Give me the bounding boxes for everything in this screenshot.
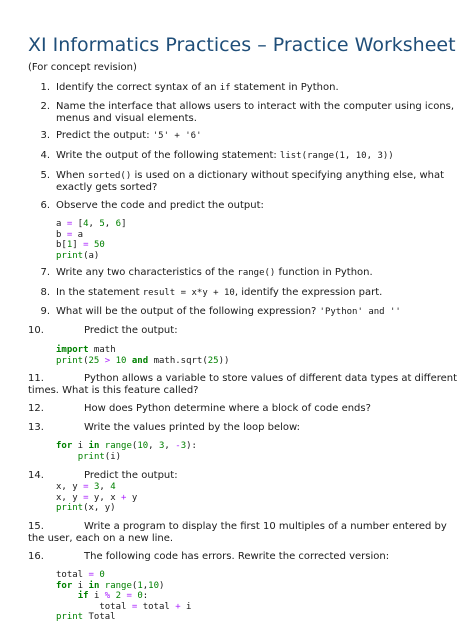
- question-text: When sorted() is used on a dictionary without specifying anything else, what exactly gets sorted?: [56, 170, 445, 193]
- question-text: Identify the correct syntax of an if statement in Python.: [56, 82, 339, 93]
- question-number: 2.: [40, 101, 50, 112]
- code-block-q16: total = 0 for i in range(1,10) if i % 2 = 0: total = total + i print Total: [56, 570, 192, 622]
- question-text: The following code has errors. Rewrite the corrected version:: [84, 551, 390, 562]
- question-number: 11.: [28, 373, 44, 384]
- question-number: 16.: [28, 551, 44, 562]
- question-number: 10.: [28, 325, 44, 336]
- question-number: 5.: [40, 170, 50, 181]
- question-number: 8.: [40, 287, 50, 298]
- question-text: Python allows a variable to store values of different data types at different times. What is this feature called?: [28, 373, 458, 396]
- question-text: Name the interface that allows users to interact with the computer using icons, menus and visual elements.: [56, 101, 455, 124]
- question-text: Predict the output:: [84, 470, 178, 481]
- question-text: Observe the code and predict the output:: [56, 200, 264, 211]
- question-text: Write the output of the following statement: list(range(1, 10, 3)): [56, 150, 394, 161]
- question-number: 4.: [40, 150, 50, 161]
- question-text: Predict the output: '5' + '6': [56, 130, 202, 141]
- question-text: In the statement result = x*y + 10, identify the expression part.: [56, 287, 383, 298]
- question-number: 13.: [28, 422, 44, 433]
- question-text: Write any two characteristics of the range() function in Python.: [56, 267, 373, 278]
- question-number: 3.: [40, 130, 50, 141]
- question-number: 6.: [40, 200, 50, 211]
- code-block-q13: for i in range(10, 3, -3): print(i): [56, 441, 197, 462]
- question-text: Write the values printed by the loop below:: [84, 422, 301, 433]
- question-number: 12.: [28, 403, 44, 414]
- question-text: Predict the output:: [84, 325, 178, 336]
- page-title: XI Informatics Practices – Practice Worksheet: [28, 34, 456, 56]
- question-number: 7.: [40, 267, 50, 278]
- question-text: How does Python determine where a block of code ends?: [84, 403, 371, 414]
- question-text: What will be the output of the following expression? 'Python' and '': [56, 306, 401, 317]
- question-number: 1.: [40, 82, 50, 93]
- question-number: 9.: [40, 306, 50, 317]
- page-subtitle: (For concept revision): [28, 62, 137, 73]
- question-text: Write a program to display the first 10 multiples of a number entered by the user, each on a new line.: [28, 521, 447, 544]
- code-block-q10: import math print(25 > 10 and math.sqrt(25)): [56, 345, 230, 366]
- code-block-q14: x, y = 3, 4 x, y = y, x + y print(x, y): [56, 482, 138, 513]
- question-number: 15.: [28, 521, 44, 532]
- code-block-q6: a = [4, 5, 6] b = a b[1] = 50 print(a): [56, 219, 127, 261]
- question-number: 14.: [28, 470, 44, 481]
